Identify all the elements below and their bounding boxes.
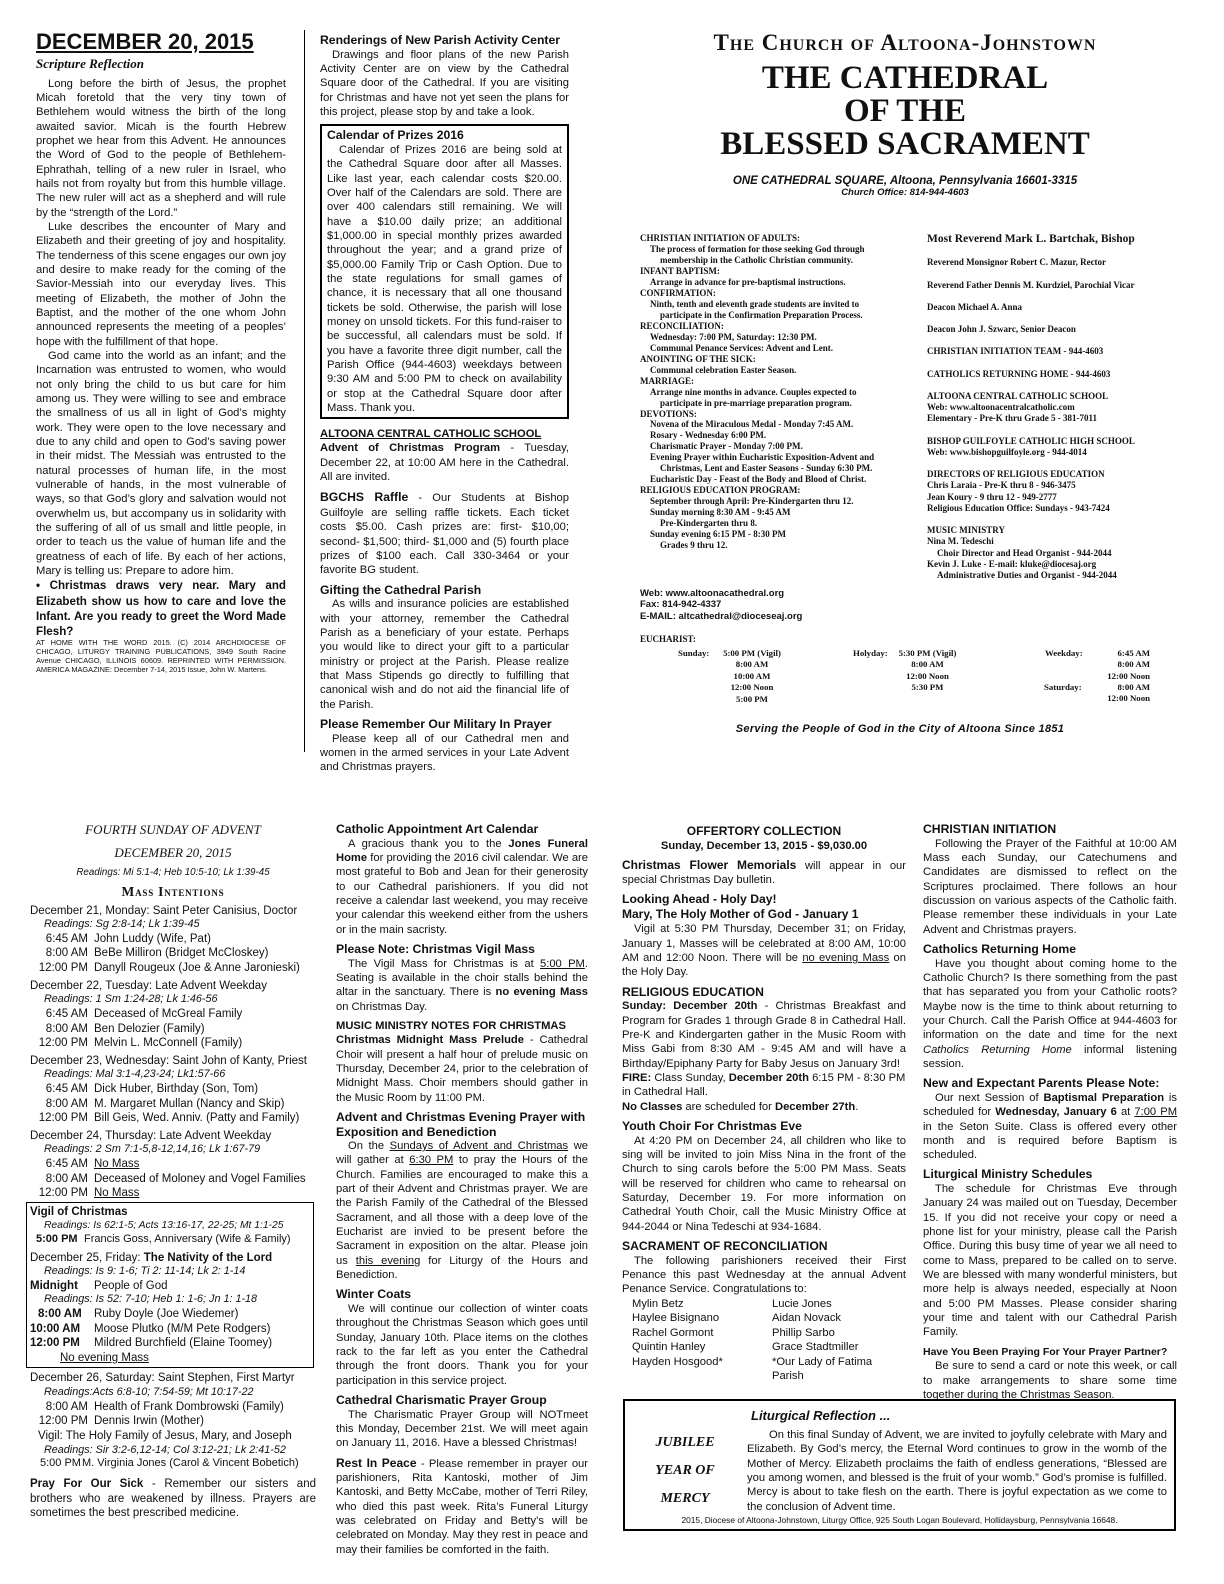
parish-fax: Fax: 814-942-4337 bbox=[640, 599, 722, 611]
scripture-reflection-column bbox=[36, 28, 286, 768]
midnight-intention: People of God bbox=[94, 1279, 168, 1292]
mass-time: 12:00 PM bbox=[30, 1337, 80, 1350]
mass-time: 12:00 Noon bbox=[906, 670, 949, 681]
fire-class: FIRE: Class Sunday, December 20th 6:15 PM - 8:30 PM in Cathedral Hall. bbox=[622, 1071, 906, 1099]
staff-line: Administrative Duties and Organist - 944-2044 bbox=[937, 570, 1117, 581]
dec26-readings: Readings:Acts 6:8-10; 7:54-59; Mt 10:17-22 bbox=[44, 1386, 254, 1399]
staff-line: Web: www.bishopguilfoyle.org - 944-4014 bbox=[927, 446, 1087, 457]
flower-memorials: Christmas Flower Memorials will appear in our special Christmas Day bulletin. bbox=[622, 857, 906, 887]
mass-row bbox=[30, 1157, 316, 1172]
gifting-text: As wills and insurance policies are established with your attorney, remember the Cathedral Parish as a beneficiary of your estate. Perhaps you would like to direct your gift to a particular ministry or project at the Parish. Please realize that Mass Stipends go directly to fulfilling that canonical wish and do not aid the financial life of the Parish. bbox=[320, 598, 569, 711]
reflection-paragraph: Long before the birth of Jesus, the prophet Micah foretold that the very tiny town of Bethlehem would witness the birth of the long awaited savior. Micah is the fourth Hebrew prophet we hear from this Advent. He announces the Word of God to the people of Bethlehem-Ephrathah, telling of a new ruler in Israel, who hails not from royalty but from this humble village. The new ruler will act as a shepherd and will rule by the “strength of the Lord.” bbox=[36, 77, 286, 219]
directory-line: Charismatic Prayer - Monday 7:00 PM. bbox=[650, 441, 803, 452]
mass-time: 6:45 AM bbox=[1117, 648, 1150, 658]
vigil-intention: Francis Goss, Anniversary (Wife & Family) bbox=[84, 1232, 291, 1245]
mass-intention: Ruby Doyle (Joe Wiedemer) bbox=[94, 1308, 239, 1321]
reflection-credit: AT HOME WITH THE WORD 2015. (C) 2014 ARCHDIOCESE OF CHICAGO, LITURGY TRAINING PUBLICATIONS, 3949 South Racine Avenue CHICAGO, ILLINOIS 60609. REPRINTED WITH PERMISSION. AMERICA MAGAZINE: December 7-14, 2015 Issue, John W. Martens. bbox=[36, 638, 286, 674]
mass-intention: No Mass bbox=[94, 1158, 140, 1171]
nativity-date: December 25, Friday: bbox=[30, 1251, 144, 1264]
accs-program: Advent of Christmas Program bbox=[320, 442, 501, 455]
mass-time: 10:00 AM bbox=[733, 670, 771, 681]
directory-line: Novena of the Miraculous Medal - Monday 7:45 AM. bbox=[650, 419, 854, 430]
winter-coats-text: We will continue our collection of winter coats throughout the Christmas Season which goes until Sunday, January 10th. Place items on the clothes rack to the far left as you enter the Cathedral through the front doors. Thank you for your participation in this service project. bbox=[336, 1303, 588, 1387]
bgchs-heading: BGCHS Raffle bbox=[320, 490, 409, 505]
staff-line bbox=[927, 291, 1192, 302]
renderings-heading: Renderings of New Parish Activity Center bbox=[320, 33, 560, 47]
day-title: December 21, Monday: Saint Peter Canisius, Doctor bbox=[30, 904, 298, 917]
dec26-title: December 26, Saturday: Saint Stephen, First Martyr bbox=[30, 1372, 295, 1385]
mass-time: 8:00 AM bbox=[45, 1097, 88, 1110]
directory-heading: CONFIRMATION: bbox=[640, 287, 716, 298]
renderings-text: Drawings and floor plans of the new Parish Activity Center are on view by the Cathedral Square door of the Cathedral. If you are visiting for Christmas and have not yet seen the plans for this project, please stop by and take a look. bbox=[320, 48, 569, 118]
masthead bbox=[620, 30, 1190, 198]
mass-intention: Moose Plutko (M/M Pete Rodgers) bbox=[94, 1322, 271, 1335]
mass-row bbox=[30, 1414, 316, 1429]
weekday-intentions bbox=[30, 904, 316, 1201]
mass-intention: Deceased of Moloney and Vogel Families bbox=[94, 1172, 306, 1185]
penitent-name: Lucie Jones bbox=[772, 1297, 832, 1310]
serving-tagline: Serving the People of God in the City of Altoona Since 1851 bbox=[735, 723, 1065, 735]
parish-title-line3: BLESSED SACRAMENT bbox=[720, 126, 1090, 162]
mass-intention: BeBe Milliron (Bridget McCloskey) bbox=[94, 947, 269, 960]
staff-line bbox=[927, 425, 1192, 436]
mass-row bbox=[30, 1172, 316, 1187]
liturgical-sunday: FOURTH SUNDAY OF ADVENT bbox=[85, 822, 261, 837]
saturday-times bbox=[1090, 682, 1150, 705]
parish-contact bbox=[640, 588, 920, 622]
bulletin-date: DECEMBER 20, 2015 bbox=[36, 29, 254, 54]
youth-choir-heading: Youth Choir For Christmas Eve bbox=[622, 1118, 802, 1133]
mass-intention: Dennis Irwin (Mother) bbox=[94, 1415, 204, 1428]
staff-line: MUSIC MINISTRY bbox=[927, 525, 1005, 536]
day-intentions bbox=[30, 1129, 316, 1201]
mass-intention: M. Virginia Jones (Carol & Vincent Bobetich) bbox=[82, 1457, 299, 1470]
staff-line: Elementary - Pre-K thru Grade 5 - 381-7011 bbox=[927, 413, 1098, 424]
accs-text: - Tuesday, December 22, at 10:00 AM here in the Cathedral. All are invited. bbox=[320, 442, 569, 484]
mass-intention: John Luddy (Wife, Pat) bbox=[94, 932, 211, 945]
mass-row bbox=[30, 1097, 316, 1112]
staff-line: Kevin J. Luke - E-mail: kluke@diocesaj.org bbox=[927, 558, 1097, 569]
vigil-readings: Readings: Is 62:1-5; Acts 13:16-17, 22-25; Mt 1:1-25 bbox=[44, 1220, 284, 1232]
staff-line: Reverend Monsignor Robert C. Mazur, Rector bbox=[927, 257, 1107, 268]
new-parents-heading: New and Expectant Parents Please Note: bbox=[923, 1076, 1160, 1091]
day-readings: Readings: Mal 3:1-4,23-24; Lk1:57-66 bbox=[44, 1068, 226, 1081]
gifting-heading: Gifting the Cathedral Parish bbox=[320, 582, 482, 597]
directory-line: participate in pre-marriage preparation program. bbox=[660, 397, 852, 408]
staff-line: Deacon John J. Szwarc, Senior Deacon bbox=[927, 324, 1076, 335]
mass-time: 8:00 AM bbox=[735, 659, 769, 670]
directory-line: Evening Prayer within Eucharistic Exposition-Advent and bbox=[650, 452, 875, 463]
staff-line bbox=[927, 514, 1192, 525]
staff-line: Deacon Michael A. Anna bbox=[927, 301, 1023, 312]
holy-family-readings: Readings: Sir 3:2-6,12-14; Col 3:12-21; Lk 2:41-52 bbox=[44, 1443, 286, 1456]
military-heading: Please Remember Our Military In Prayer bbox=[320, 716, 552, 731]
reflection-paragraph: Luke describes the encounter of Mary and Elizabeth and their greeting of joy and hospitality. The tenderness of this scene engages our own joy and desire to make ready for the coming of the Savior-Messiah into our everyday lives. This meeting of Elizabeth, the mother of John the Baptist, and the mother of the one whom John announced represents the meeting of a peoples’ hope with the fulfillment of that hope. bbox=[36, 221, 287, 348]
prayer-partner-text: Be sure to send a card or note this week, or call to make arrangements to share some time together during the Christmas Season. bbox=[923, 1360, 1177, 1401]
jubilee-logo bbox=[635, 1429, 735, 1513]
catholics-returning-text: Have you thought about coming home to the Catholic Church? Is there something from the past that has separated you from your Catholic roots? Maybe now is the time to think about returning to your Church. Call the Parish Office at 944-4603 for information on the date and time for the next Catholics Returning Home informal listening session. bbox=[923, 957, 1177, 1070]
staff-line: Choir Director and Head Organist - 944-2044 bbox=[937, 547, 1112, 558]
announcements-column-top bbox=[320, 33, 570, 774]
directory-heading: DEVOTIONS: bbox=[640, 408, 697, 419]
ministry-schedules-heading: Liturgical Ministry Schedules bbox=[923, 1167, 1093, 1182]
staff-line: Reverend Father Dennis M. Kurdziel, Parochial Vicar bbox=[927, 279, 1135, 290]
mass-time: 8:00 AM bbox=[1117, 682, 1150, 692]
directory-line: Sunday morning 8:30 AM - 9:45 AM bbox=[650, 507, 791, 518]
prayer-partner-heading: Have You Been Praying For Your Prayer Partner? bbox=[923, 1345, 1168, 1358]
directory-heading: CHRISTIAN INITIATION OF ADULTS: bbox=[640, 233, 800, 243]
ministry-schedules-text: The schedule for Christmas Eve through January 24 was mailed out on Tuesday, December 15. If you did not receive your copy or need a phone list for your ministry, please call the Parish Office. During this busy time of year we all need to come to Mass, prepared to be called on to serve. We are blessed with many wonderful ministers, but more help is always needed, especially at Noon and 5:00 PM Masses. Please consider sharing your time and talent with our Cathedral Parish Family. bbox=[923, 1183, 1177, 1339]
directory-heading: INFANT BAPTISM: bbox=[640, 265, 720, 276]
mass-time: 5:00 PM bbox=[735, 693, 768, 704]
staff-line: Web: www.altoonacentralcatholic.com bbox=[927, 402, 1075, 413]
christian-initiation-heading: CHRISTIAN INITIATION bbox=[923, 822, 1057, 836]
mass-row bbox=[30, 1111, 316, 1126]
looking-ahead-heading: Looking Ahead - Holy Day! bbox=[622, 892, 777, 907]
penitent-name: Phillip Sarbo bbox=[772, 1326, 835, 1339]
penitent-name: Aidan Novack bbox=[772, 1312, 842, 1325]
directory-line: Pre-Kindergarten thru 8. bbox=[660, 518, 758, 529]
staff-line: BISHOP GUILFOYLE CATHOLIC HIGH SCHOOL bbox=[927, 435, 1135, 446]
day-title: December 24, Thursday: Late Advent Weekday bbox=[30, 1129, 272, 1142]
weekday-label: Weekday: bbox=[1045, 648, 1083, 658]
day-readings: Readings: 1 Sm 1:24-28; Lk 1:46-56 bbox=[44, 993, 218, 1006]
mass-row bbox=[30, 1022, 316, 1037]
parish-title-line1: THE CATHEDRAL bbox=[761, 60, 1049, 96]
mass-time: 5:00 PM (Vigil) bbox=[723, 648, 781, 658]
mass-time: 12:00 Noon bbox=[730, 682, 774, 693]
parish-title-line2: OF THE bbox=[844, 93, 966, 129]
no-classes: No Classes are scheduled for December 27th. bbox=[622, 1100, 859, 1113]
offertory-amount: Sunday, December 13, 2015 - $9,030.00 bbox=[660, 840, 868, 853]
church-office-phone: Church Office: 814-944-4603 bbox=[841, 187, 969, 198]
mass-time: 6:45 AM bbox=[45, 932, 88, 945]
liturgical-reflection-box bbox=[623, 1399, 1176, 1531]
offertory-heading: OFFERTORY COLLECTION bbox=[686, 824, 842, 838]
staff-line: ALTOONA CENTRAL CATHOLIC SCHOOL bbox=[927, 390, 1109, 401]
staff-line: Nina M. Tedeschi bbox=[927, 536, 994, 547]
penitent-name: Haylee Bisignano bbox=[632, 1312, 720, 1325]
first-penance-names bbox=[622, 1297, 906, 1384]
staff-line bbox=[927, 246, 1192, 257]
accs-notice bbox=[320, 427, 569, 484]
directory-heading: ANOINTING OF THE SICK: bbox=[640, 353, 756, 364]
accs-heading: ALTOONA CENTRAL CATHOLIC SCHOOL bbox=[320, 428, 542, 441]
liturgy-office-credit: 2015, Diocese of Altoona-Johnstown, Liturgy Office, 925 South Logan Boulevard, Hollidaysburg, Pennsylvania 16648. bbox=[681, 1515, 1118, 1525]
penitent-name: Rachel Gormont bbox=[632, 1326, 714, 1339]
bgchs-notice bbox=[320, 490, 569, 577]
mass-row bbox=[30, 1082, 316, 1097]
staff-line: CATHOLICS RETURNING HOME - 944-4603 bbox=[927, 368, 1111, 379]
mass-row bbox=[30, 1186, 316, 1201]
penitent-name: Mylin Betz bbox=[632, 1297, 684, 1310]
vigil-time: 5:00 PM bbox=[36, 1232, 78, 1245]
mass-time: 8:00 AM bbox=[1117, 659, 1150, 670]
sunday-readings: Readings: Mi 5:1-4; Heb 10:5-10; Lk 1:39-45 bbox=[76, 867, 270, 878]
christmas-intentions-box bbox=[26, 1202, 314, 1369]
directory-heading: RELIGIOUS EDUCATION PROGRAM: bbox=[640, 485, 801, 496]
parish-email: E-MAIL: altcathedral@dioceseaj.org bbox=[640, 610, 803, 622]
evening-prayer-heading: Advent and Christmas Evening Prayer with Exposition and Benediction bbox=[336, 1109, 586, 1139]
art-calendar-text: A gracious thank you to the Jones Funeral Home for providing the 2016 civil calendar. We are most grateful to Bob and Jean for their generosity to our Cathedral parishioners. If you did not receive a calendar last weekend, you may receive your calendar this weekend either from the ushers or in the main sacristy. bbox=[336, 837, 588, 936]
looking-ahead-text: Vigil at 5:30 PM Thursday, December 31; on Friday, January 1, Masses will be celebrated at 8:00 AM, 10:00 AM and 12:00 Noon. There will be no evening Mass on the Holy Day. bbox=[622, 923, 906, 979]
eucharist-label: EUCHARIST: bbox=[640, 634, 696, 644]
staff-line: DIRECTORS OF RELIGIOUS EDUCATION bbox=[927, 469, 1105, 480]
reflection-question: • Christmas draws very near. Mary and Elizabeth show us how to care and love the Infant. Are you ready to greet the Word Made Flesh? bbox=[36, 579, 286, 639]
catholics-returning-heading: Catholics Returning Home bbox=[923, 941, 1077, 956]
directory-line: Arrange nine months in advance. Couples expected to bbox=[650, 386, 857, 397]
day-readings: Readings: Sg 2:8-14; Lk 1:39-45 bbox=[44, 918, 200, 931]
mass-time: 8:00 AM bbox=[45, 1022, 88, 1035]
mass-intentions-title: Mass Intentions bbox=[121, 884, 225, 900]
mass-time: 8:00 AM bbox=[38, 1308, 82, 1321]
dec26-masses bbox=[30, 1400, 316, 1429]
nativity-day-readings: Readings: Is 52: 7-10; Heb 1: 1-6; Jn 1: 1-18 bbox=[44, 1293, 258, 1306]
directory-line: Wednesday: 7:00 PM, Saturday: 12:30 PM. bbox=[650, 331, 817, 342]
mass-time: 12:00 PM bbox=[38, 1112, 88, 1125]
mass-time: 5:30 PM bbox=[911, 682, 944, 693]
directory-line: Arrange in advance for pre-baptismal instructions. bbox=[650, 276, 846, 287]
mass-intention: M. Margaret Mullan (Nancy and Skip) bbox=[94, 1097, 285, 1110]
day-intentions bbox=[30, 979, 316, 1051]
mass-intention: Ben Delozier (Family) bbox=[94, 1022, 205, 1035]
day-intentions bbox=[30, 1054, 316, 1126]
mass-time: 8:00 AM bbox=[45, 1172, 88, 1185]
mass-time: 8:00 AM bbox=[45, 1400, 88, 1413]
staff-line bbox=[927, 335, 1192, 346]
holy-mother-heading: Mary, The Holy Mother of God - January 1 bbox=[622, 907, 859, 922]
mass-row bbox=[30, 1036, 316, 1051]
mass-row bbox=[30, 1400, 316, 1415]
youth-choir-text: At 4:20 PM on December 24, all children who like to sing will be invited to join Miss Nina in the front of the Church to sing carols before the 5:00 PM Mass. Seats will be reserved for children who came to rehearsal on Saturday, December 19. For more information on Cathedral Youth Choir, call the Music Ministry Office at 944-2044 or Nina Tedeschi at 934-1684. bbox=[622, 1134, 906, 1233]
mass-time: 6:45 AM bbox=[45, 1158, 88, 1171]
bgchs-text: - Our Students at Bishop Guilfoyle are selling raffle tickets. Each ticket costs $5.00. Cash prizes are: first- $10,00; second- $1,500; third- $1,000 and (5) fourth place prizes of $100 each. Call 330-3464 or your favorite BG student. bbox=[320, 492, 570, 577]
staff-line: CHRISTIAN INITIATION TEAM - 944-4603 bbox=[927, 346, 1104, 357]
winter-coats-heading: Winter Coats bbox=[336, 1287, 412, 1302]
mass-time: 8:00 AM bbox=[911, 659, 944, 670]
reconciliation-heading: SACRAMENT OF RECONCILIATION bbox=[622, 1238, 828, 1253]
nativity-readings: Readings: Is 9: 1-6; Ti 2: 11-14; Lk 2: 1-14 bbox=[44, 1265, 246, 1278]
calendar-text: Calendar of Prizes 2016 are being sold at the Cathedral Square door after all Masses. Like last year, each calendar costs $20.00. Over half of the Calendars are sold. There are over 400 calendars still remaining. We will have a $10.00 daily prize; an additional $1,000.00 in special monthly prizes awarded throughout the year; and a grand prize of $5,000.00 Family Trip or Cash Option. Due to the state regulations for small games of chance, it is necessary that all one thousand tickets be sold. Otherwise, the parish will lose money on unsold tickets. For this fund-raiser to be successful, all calendars must be sold. If you have a favorite three digit number, call the Parish Office (944-4603) weekdays between 9:30 AM and 5:00 PM to check on availability or stop at the Cathedral Square door after Mass. Thank you. bbox=[327, 143, 562, 414]
mass-time: 12:00 PM bbox=[38, 1415, 88, 1428]
directory-line: Sunday evening 6:15 PM - 8:30 PM bbox=[650, 529, 786, 540]
sick-text: - Remember our sisters and brothers who are weakened by illness. Prayers are sometimes the best prescribed medicine. bbox=[30, 1478, 316, 1520]
liturgical-reflection-title: Liturgical Reflection ... bbox=[751, 1408, 891, 1423]
directory-heading: MARRIAGE: bbox=[640, 375, 694, 386]
directory-line: Ninth, tenth and eleventh grade students are invited to bbox=[650, 298, 860, 309]
sunday-label: Sunday: bbox=[678, 648, 710, 658]
holyday-label: Holyday: bbox=[853, 648, 888, 658]
penitent-name: Hayden Hosgood* bbox=[632, 1355, 723, 1368]
mass-intention: Mildred Burchfield (Elaine Toomey) bbox=[94, 1337, 273, 1350]
no-evening-mass: No evening Mass bbox=[60, 1351, 149, 1364]
mass-row bbox=[30, 946, 316, 961]
mass-intention: Deceased of McGreal Family bbox=[94, 1007, 243, 1020]
staff-line bbox=[927, 458, 1192, 469]
penitent-name: Quintin Hanley bbox=[632, 1341, 706, 1354]
scripture-reflection-title: Scripture Reflection bbox=[36, 56, 144, 72]
reflection-paragraph: God came into the world as an infant; and the Incarnation was entrusted to women, who would not only bring the child to us but care for him among us. They were willing to see and embrace the smallness of us all in light of God’s mighty work. They were open to the love necessary and due to any child and open to God’s saving power in their midst. The Messiah was entrusted to the natural processes of human life, in the most vulnerable of hands, in the most vulnerable of ways, so that God’s glory and salvation would not overwhelm us, but accompany us in solidarity with the suffering of all of us small and little people, in order to teach us the value of human life and the greatness of each of life. By each of her actions, Mary is telling us: Prepare to adore him. bbox=[36, 350, 286, 577]
rest-in-peace: Rest In Peace - Please remember in prayer our parishioners, Rita Kantoski, mother of Jim Kantoski, and Betty McCabe, mother of Terri Riley, who died this past week. Rita’s Funeral Liturgy was celebrated on Friday and Betty’s will be celebrated on Monday. May they rest in peace and may their families be comforted in the faith. bbox=[336, 1455, 588, 1556]
directory-line: Rosary - Wednesday 6:00 PM. bbox=[650, 430, 767, 441]
column-divider bbox=[304, 30, 305, 752]
mass-time: 12:00 PM bbox=[38, 1187, 88, 1200]
music-notes-heading: MUSIC MINISTRY NOTES FOR CHRISTMAS bbox=[336, 1019, 566, 1032]
mass-time: 10:00 AM bbox=[30, 1322, 81, 1335]
holy-family-vigil: Vigil: The Holy Family of Jesus, Mary, and Joseph bbox=[38, 1429, 292, 1442]
diocese-name: The Church of Altoona-Johnstown bbox=[713, 30, 1097, 55]
art-calendar-heading: Catholic Appointment Art Calendar bbox=[336, 822, 539, 836]
mass-time: 8:00 AM bbox=[45, 947, 88, 960]
christian-initiation-text: Following the Prayer of the Faithful at 10:00 AM Mass each Sunday, our Catechumens and Candidates are dismissed to reflect on the Scriptures proclaimed. There follows an hour discussion on various aspects of the Catholic faith. Please remember these individuals in your Late Advent and Christmas prayers. bbox=[923, 837, 1177, 936]
mass-intention: Melvin L. McConnell (Family) bbox=[94, 1037, 243, 1050]
intentions-date: DECEMBER 20, 2015 bbox=[114, 844, 232, 860]
mass-intentions-column bbox=[30, 822, 316, 1542]
directory-line: September through April: Pre-Kindergarten thru 12. bbox=[650, 496, 854, 507]
directory-line: membership in the Catholic Christian community. bbox=[660, 254, 854, 265]
mass-intention: Health of Frank Dombrowski (Family) bbox=[94, 1400, 284, 1413]
staff-line bbox=[927, 380, 1192, 391]
directory-line: Christmas, Lent and Easter Seasons - Sunday 6:30 PM. bbox=[660, 463, 873, 474]
directory-line: Eucharistic Day - Feast of the Body and Blood of Christ. bbox=[650, 474, 867, 485]
directory-line: Grades 9 thru 12. bbox=[660, 540, 728, 551]
charismatic-text: The Charismatic Prayer Group will NOTmeet this Monday, December 21st. We will meet again on January 11, 2016. Have a blessed Christmas! bbox=[336, 1408, 588, 1450]
evening-prayer-text: On the Sundays of Advent and Christmas we will gather at 6:30 PM to pray the Hours of the Church. Families are encouraged to make this a part of their Advent and Christmas prayer. We are the Parish Family of the Cathedral of the Blessed Sacrament, and all those with a deep love of the Eucharist are invied to be present before the Sacrament in exposition on the altar. Please join us this evening for Liturgy of the Hours and Benediction. bbox=[336, 1140, 588, 1282]
staff-line bbox=[927, 269, 1192, 280]
liturgical-reflection-text: On this final Sunday of Advent, we are invited to joyfully celebrate with Mary and Elizabeth. By God’s mercy, the Eternal Word continues to grow in the womb of the Mother of Mercy. Elizabeth proclaims the faith of endless generations, “Blessed are you among women, and blessed is the fruit of your womb.” God’s promise is fulfilled. Mercy is about to take flesh on the earth. There is joyful expectation as we come to the conclusion of Advent time. bbox=[747, 1429, 1167, 1513]
mass-time: 5:30 PM (Vigil) bbox=[898, 648, 957, 658]
directory-line: Communal Penance Services: Advent and Lent. bbox=[650, 342, 833, 353]
saturday-label: Saturday: bbox=[1044, 682, 1082, 692]
jubilee-line: JUBILEE bbox=[655, 1435, 715, 1450]
vigil-note-text: The Vigil Mass for Christmas is at 5:00 PM. Seating is available in the choir stalls behind the altar in the sanctuary. There is no evening Mass on Christmas Day. bbox=[336, 957, 588, 1013]
parish-address: ONE CATHEDRAL SQUARE, Altoona, Pennsylvania 16601-3315 bbox=[732, 175, 1078, 187]
parish-web: Web: www.altoonacathedral.org bbox=[640, 588, 785, 599]
religious-education-heading: RELIGIOUS EDUCATION bbox=[622, 984, 764, 999]
calendar-of-prizes-box bbox=[320, 124, 569, 419]
day-readings: Readings: 2 Sm 7:1-5,8-12,14,16; Lk 1:67-79 bbox=[44, 1143, 261, 1156]
sacraments-directory bbox=[640, 233, 920, 551]
weekday-times bbox=[1090, 648, 1150, 682]
military-text: Please keep all of our Cathedral men and women in the armed services in your Late Advent and Christmas prayers. bbox=[320, 732, 569, 774]
mass-time: 12:00 PM bbox=[38, 1037, 88, 1050]
midnight-time: Midnight bbox=[30, 1279, 78, 1292]
nativity-title: The Nativity of the Lord bbox=[143, 1251, 273, 1264]
directory-line: The process of formation for those seeking God through bbox=[650, 243, 865, 254]
charismatic-heading: Cathedral Charismatic Prayer Group bbox=[336, 1393, 547, 1408]
day-title: December 23, Wednesday: Saint John of Kanty, Priest bbox=[30, 1054, 307, 1067]
staff-line: Chris Laraia - Pre-K thru 8 - 946-3475 bbox=[927, 480, 1076, 491]
staff-line bbox=[927, 358, 1192, 369]
penitent-name: Grace Stadtmiller bbox=[772, 1341, 859, 1354]
mass-time: 12:00 PM bbox=[38, 962, 88, 975]
penitent-name: *Our Lady of Fatima Parish bbox=[772, 1355, 873, 1383]
announcements-column-fourth bbox=[923, 822, 1178, 1401]
vigil-title: Vigil of Christmas bbox=[30, 1205, 128, 1218]
announcements-column-bottom bbox=[336, 822, 589, 1556]
jubilee-line: MERCY bbox=[660, 1491, 710, 1506]
music-notes-text: Christmas Midnight Mass Prelude - Cathedral Choir will present a half hour of prelude music on Thursday, December 24, prior to the celebration of Midnight Mass. Choir members should gather in the Music Room by 11:00 PM. bbox=[336, 1034, 589, 1104]
mass-time: 6:45 AM bbox=[45, 1007, 88, 1020]
mass-row bbox=[30, 961, 316, 976]
sick-heading: Pray For Our Sick bbox=[30, 1478, 144, 1491]
sunday-times bbox=[712, 648, 792, 705]
directory-heading: RECONCILIATION: bbox=[640, 320, 724, 331]
reconciliation-text: The following parishioners received their First Penance this past Wednesday at the annual Advent Penance Service. Congratulations to: bbox=[622, 1254, 906, 1296]
mass-intention: No Mass bbox=[94, 1187, 140, 1200]
eucharist-schedule bbox=[640, 634, 1160, 714]
staff-directory bbox=[927, 232, 1192, 581]
day-intentions bbox=[30, 904, 316, 976]
staff-line: Jean Koury - 9 thru 12 - 949-2777 bbox=[927, 491, 1057, 502]
calendar-heading: Calendar of Prizes 2016 bbox=[327, 128, 464, 143]
holyday-times bbox=[885, 648, 970, 694]
staff-line: Religious Education Office: Sundays - 943-7424 bbox=[927, 502, 1110, 513]
day-title: December 22, Tuesday: Late Advent Weekday bbox=[30, 979, 267, 992]
mass-row bbox=[30, 932, 316, 947]
staff-line bbox=[927, 313, 1192, 324]
religious-education-text: Sunday: December 20th - Christmas Breakfast and Program for Grades 1 through Grade 8 in Cathedral Hall. Pre-K and Kindergarten gather in the Music Room with Miss Gabi from 8:30 AM - 9:45 AM and will have a Birthday/Epiphany Party for Baby Jesus on January 3rd! bbox=[622, 1000, 906, 1070]
mass-intention: Dick Huber, Birthday (Son, Tom) bbox=[94, 1083, 259, 1096]
mass-time: 12:00 Noon bbox=[1107, 693, 1150, 704]
vigil-note-heading: Please Note: Christmas Vigil Mass bbox=[336, 941, 535, 956]
jubilee-line: YEAR OF bbox=[655, 1463, 715, 1478]
mass-row bbox=[30, 1007, 316, 1022]
directory-line: participate in the Confirmation Preparation Process. bbox=[660, 309, 863, 320]
mass-intention: Danyll Rougeux (Joe & Anne Jaronieski) bbox=[94, 962, 300, 975]
mass-time: 5:00 PM bbox=[40, 1457, 81, 1470]
mass-intention: Bill Geis, Wed. Anniv. (Patty and Family) bbox=[94, 1112, 300, 1125]
announcements-column-third bbox=[622, 824, 906, 1396]
mass-time: 12:00 Noon bbox=[1107, 670, 1150, 681]
new-parents-text: Our next Session of Baptismal Preparation is scheduled for Wednesday, January 6 at 7:00 PM in the Seton Suite. Class is offered every other month and is required before Baptism is scheduled. bbox=[923, 1091, 1178, 1162]
mass-time: 6:45 AM bbox=[45, 1083, 88, 1096]
directory-line: Communal celebration Easter Season. bbox=[650, 364, 797, 375]
staff-line: Most Reverend Mark L. Bartchak, Bishop bbox=[927, 233, 1135, 245]
